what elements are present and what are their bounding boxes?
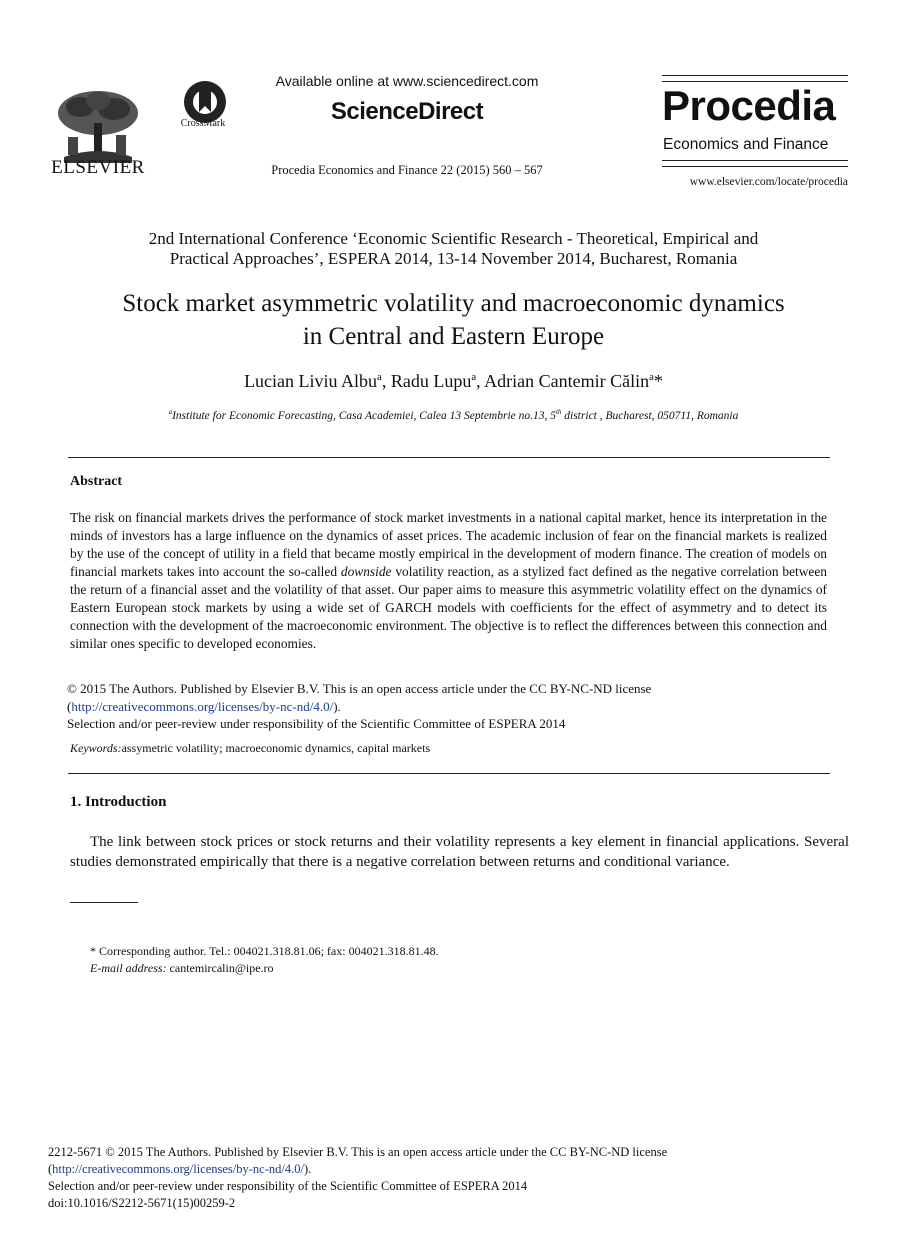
- license-open-paren: (: [67, 698, 72, 714]
- available-online-text: Available online at www.sciencedirect.com: [275, 73, 539, 89]
- paper-title: [60, 287, 847, 353]
- crossmark-label: CrossMark: [180, 118, 226, 129]
- email-label: E-mail address:: [90, 961, 167, 975]
- elsevier-wordmark: ELSEVIER: [51, 157, 145, 178]
- copyright-line: © 2015 The Authors. Published by Elsevier B.V. This is an open access article under the CC BY-NC-ND license: [67, 681, 652, 696]
- procedia-rule-bottom: [662, 160, 848, 167]
- author-list: [60, 371, 847, 392]
- license-link[interactable]: http://creativecommons.org/licenses/by-nc-nd/4.0/: [71, 698, 334, 714]
- doi[interactable]: doi:10.1016/S2212-5671(15)00259-2: [48, 1196, 236, 1210]
- keywords-label: Keywords:: [70, 741, 122, 755]
- footnote-rule: [70, 902, 138, 903]
- footer-license-line: [48, 1161, 728, 1178]
- keywords-list: assymetric volatility; macroeconomic dynamics, capital markets: [121, 741, 431, 755]
- author-name: Lucian Liviu Albu: [244, 371, 378, 391]
- abstract-heading: Abstract: [70, 474, 123, 489]
- author-affiliation-mark: a: [649, 371, 654, 383]
- copyright-block: [67, 680, 837, 733]
- keywords: [70, 741, 430, 756]
- author-affiliation-mark: a: [471, 371, 477, 383]
- affiliation: [60, 410, 847, 422]
- footer-license-open-paren: (: [48, 1162, 53, 1176]
- procedia-rule-top: [662, 75, 848, 82]
- author-name: Radu Lupu: [390, 371, 472, 391]
- corresponding-author-mark: *: [653, 371, 663, 391]
- footer-license-link[interactable]: http://creativecommons.org/licenses/by-nc-nd/4.0/: [52, 1162, 304, 1176]
- author-name: Adrian Cantemir Călin: [484, 371, 650, 391]
- abstract-emphasis: downside: [340, 564, 392, 579]
- author-separator: ,: [476, 371, 485, 391]
- introduction-paragraph: The link between stock prices or stock returns and their volatility represents a key element in financial applications. Several studies demonstrated empirically that there is a negative correlation between returns and conditional variance.: [70, 834, 849, 870]
- peer-review-line: Selection and/or peer-review under responsibility of the Scientific Committee of ESPERA 2014: [67, 716, 566, 731]
- sciencedirect-logo[interactable]: ScienceDirect: [330, 98, 484, 125]
- abstract-text-part-1: The risk on financial markets drives the performance of stock market investments in a national capital market, hence its interpretation in the minds of investors has a large influence on the dynamics of asset prices. The academic inclusion of fear on the financial markets is realized by the use of the concept of utility in a field that became mostly empirical in the development of modern finance. The creation of models on financial markets takes into account the so-called: [70, 510, 827, 579]
- affiliation-text-2: district , Bucharest, 050711, Romania: [561, 410, 739, 422]
- license-close-paren: ).: [333, 698, 341, 714]
- footer-license-close-paren: ).: [303, 1162, 312, 1176]
- divider-bottom: [68, 773, 830, 774]
- affiliation-text-1: Institute for Economic Forecasting, Casa Academiei, Calea 13 Septembrie no.13, 5: [172, 410, 557, 422]
- section-heading-introduction: 1. Introduction: [70, 794, 167, 810]
- footnote: [90, 943, 439, 977]
- email-address[interactable]: cantemircalin@ipe.ro: [166, 961, 274, 975]
- license-line: [67, 698, 837, 716]
- conference-line-2: Practical Approaches’, ESPERA 2014, 13-14 November 2014, Bucharest, Romania: [169, 249, 738, 268]
- email-line: [90, 960, 439, 977]
- corresponding-author-note: * Corresponding author. Tel.: 004021.318.81.06; fax: 004021.318.81.48.: [90, 944, 439, 958]
- journal-reference: Procedia Economics and Finance 22 (2015) 560 – 567: [271, 163, 543, 177]
- affiliation-mark: a: [168, 409, 173, 417]
- divider-top: [68, 457, 830, 458]
- author-separator: ,: [381, 371, 391, 391]
- page-footer: [48, 1144, 728, 1212]
- footer-peer-review: Selection and/or peer-review under responsibility of the Scientific Committee of ESPERA 2014: [48, 1179, 528, 1193]
- abstract-body: [70, 509, 827, 653]
- conference-name: [60, 229, 847, 269]
- conference-line-1: 2nd International Conference ‘Economic Scientific Research - Theoretical, Empirical and: [148, 229, 759, 248]
- procedia-url-link[interactable]: www.elsevier.com/locate/procedia: [689, 176, 848, 188]
- paper-title-line-2: in Central and Eastern Europe: [302, 323, 605, 350]
- procedia-logo-subtitle: Economics and Finance: [663, 136, 829, 153]
- affiliation-ordinal: th: [556, 409, 562, 417]
- footer-copyright: 2212-5671 © 2015 The Authors. Published by Elsevier B.V. This is an open access article under the CC BY-NC-ND license: [48, 1145, 668, 1159]
- procedia-logo-title: Procedia: [662, 82, 836, 129]
- abstract-text-part-2: volatility reaction, as a stylized fact defined as the negative correlation between the return of a financial asset and the volatility of that asset. Our paper aims to measure this asymmetric volatility effect on the dynamics of Eastern European stock markets by using a wide set of GARCH models with coefficients for the effect of asymmetry and to detect its connection with the development of the macroeconomic environment. The objective is to reflect the differences between this connection and similar ones specific to developed economies.: [70, 564, 827, 651]
- paper-title-line-1: Stock market asymmetric volatility and macroeconomic dynamics: [122, 290, 785, 317]
- author-affiliation-mark: a: [377, 371, 382, 383]
